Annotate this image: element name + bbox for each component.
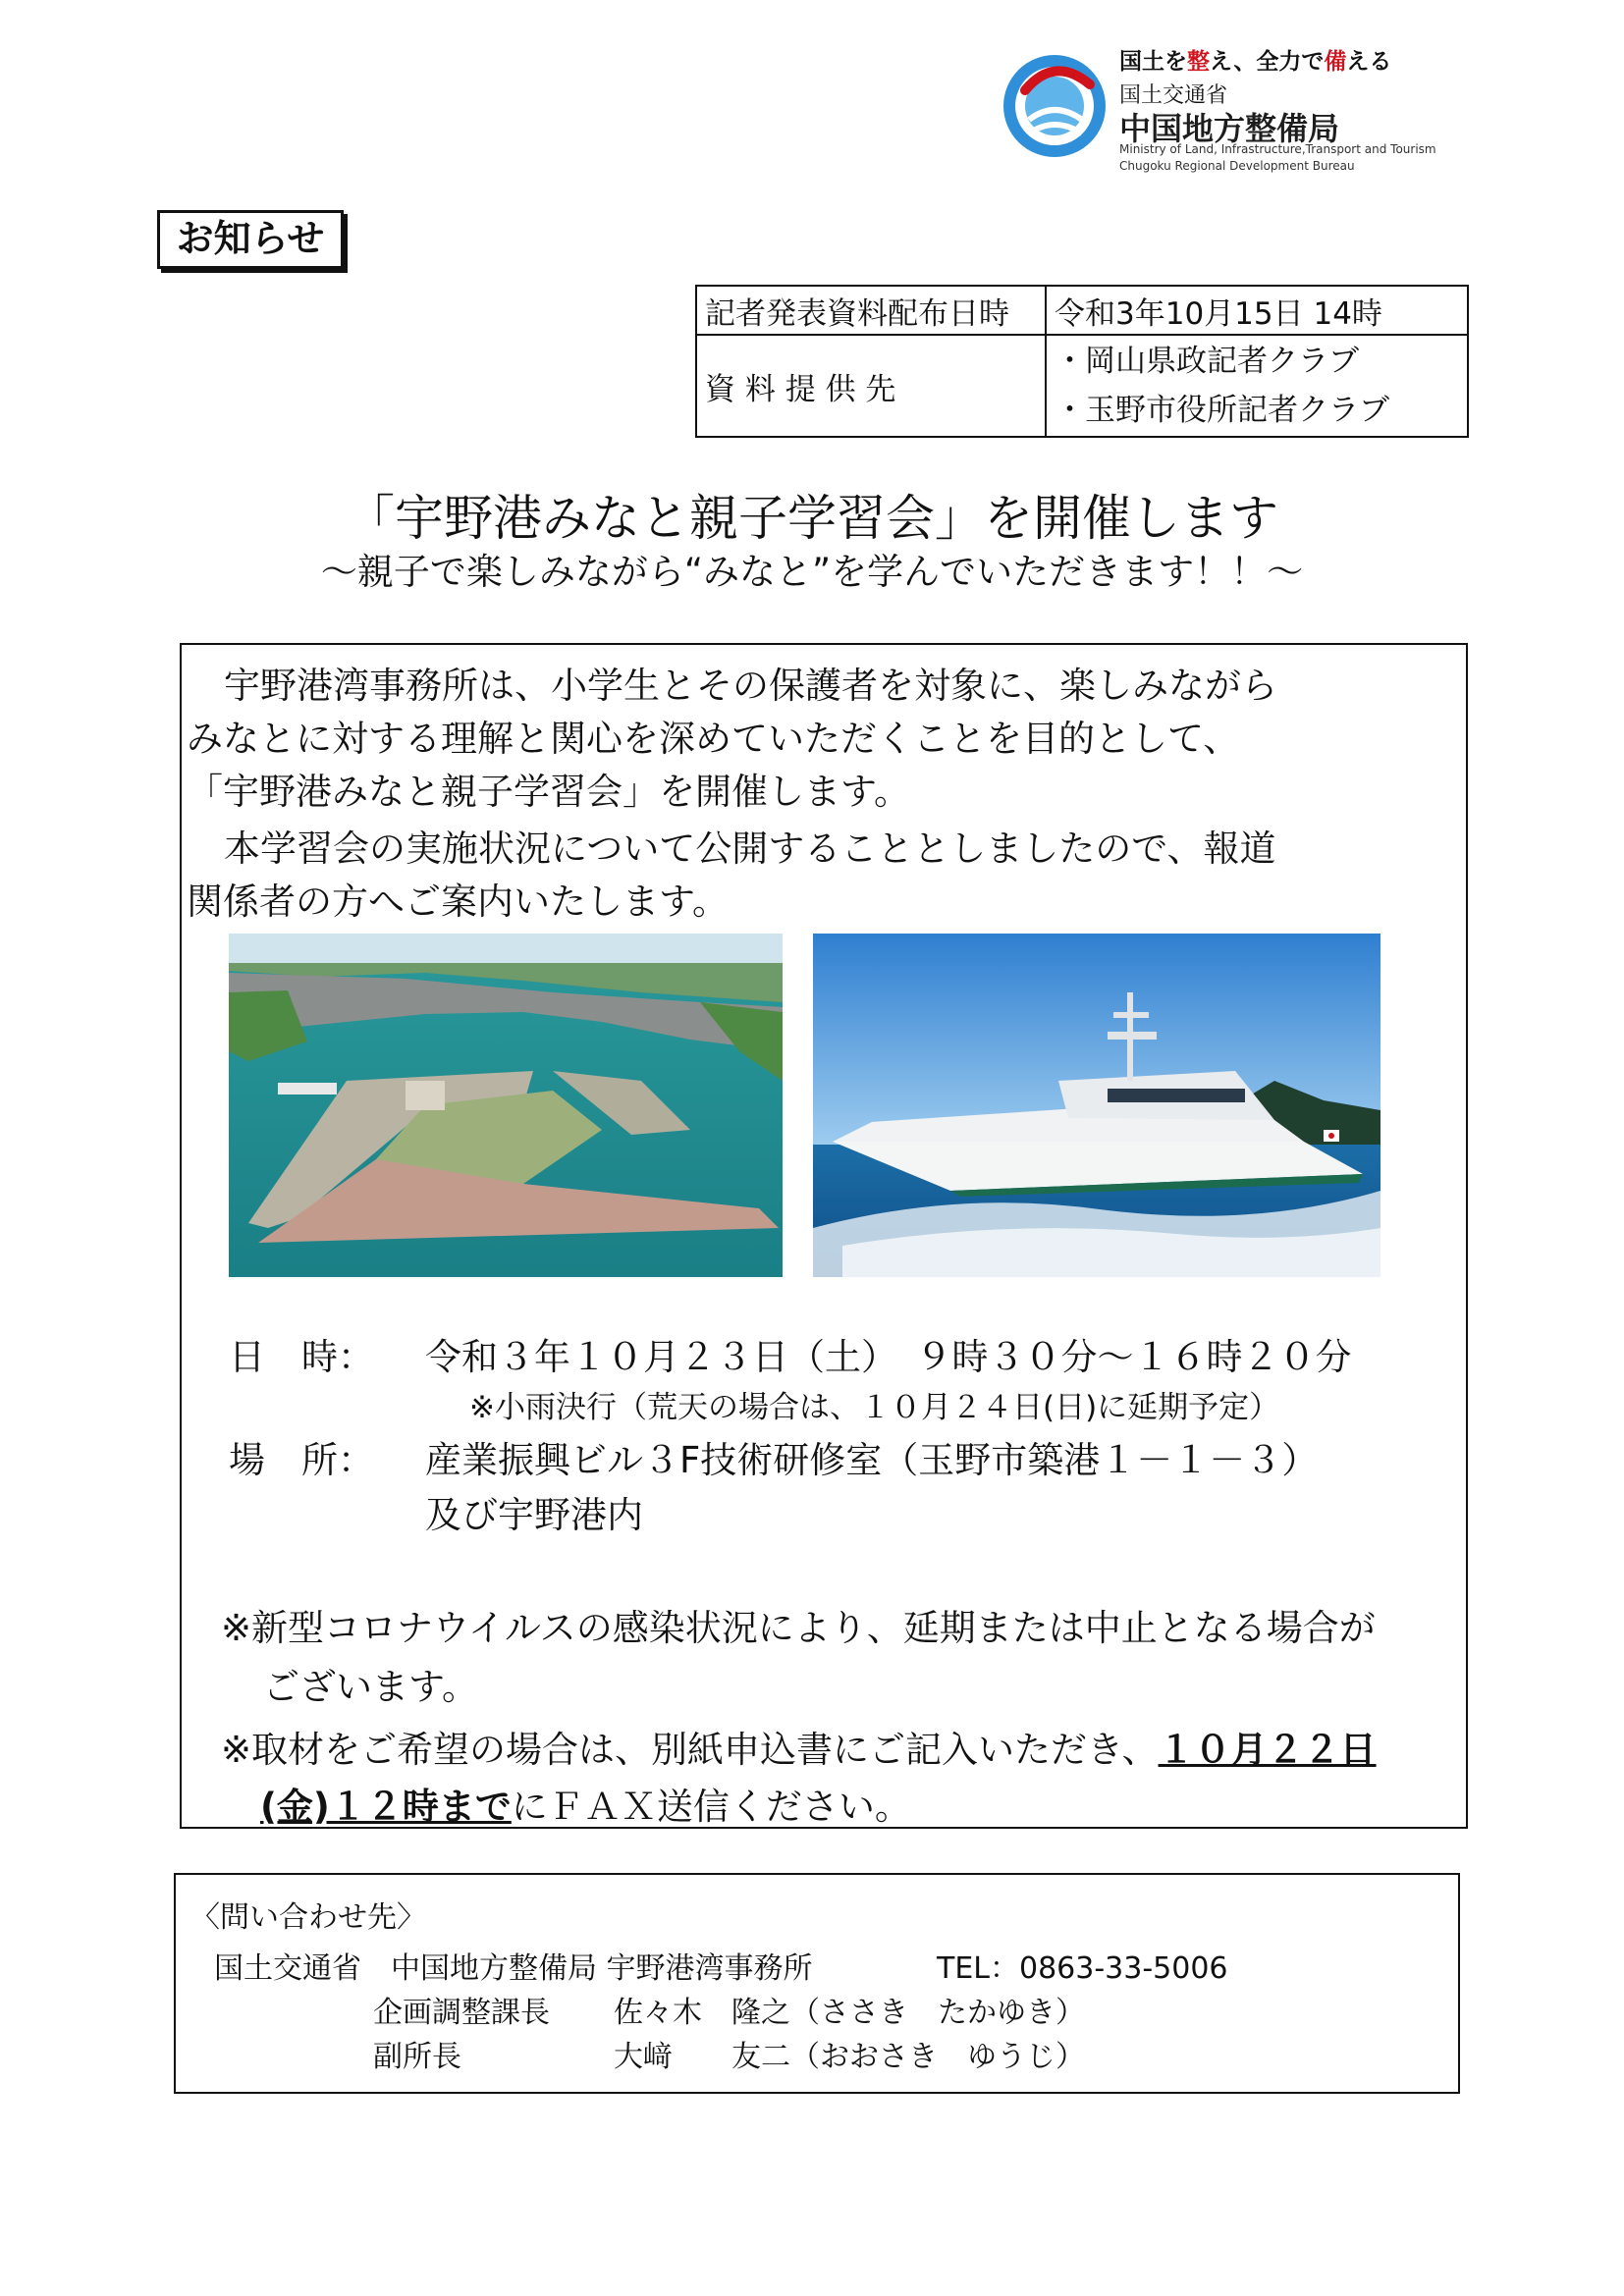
patrol-boat-photo (813, 934, 1380, 1277)
logo-bureau: 中国地方整備局 (1119, 110, 1340, 147)
contact-person2-role: 副所長 (373, 2040, 461, 2074)
event-date-value: 令和３年１０月２３日（土） ９時３０分～１６時２０分 (425, 1336, 1352, 1378)
covid-note-line2: ございます。 (263, 1666, 479, 1708)
press-note-line2: (金)１２時までにＦＡＸ送信ください。 (260, 1786, 911, 1828)
body-line-2: みなとに対する理解と関心を深めていただくことを目的として、 (187, 718, 1240, 760)
contact-tel: TEL：0863-33-5006 (937, 1951, 1228, 1986)
page-subtitle: ～親子で楽しみながら“みなと”を学んでいただきます！！～ (320, 551, 1304, 593)
notice-label: お知らせ (157, 210, 344, 269)
body-line-4: 本学習会の実施状況について公開することとしましたので、報道 (224, 828, 1276, 870)
press-note-line1: ※取材をご希望の場合は、別紙申込書にご記入いただき、１０月２２日 (221, 1729, 1377, 1771)
contact-heading: 〈問い合わせ先〉 (190, 1900, 426, 1935)
body-line-3: 「宇野港みなと親子学習会」を開催します。 (187, 771, 911, 813)
press-deadline-date: １０月２２日 (1158, 1729, 1377, 1771)
logo-ministry: 国土交通省 (1119, 83, 1228, 108)
press-dest-label: 資 料 提 供 先 (696, 335, 1046, 437)
event-date-label: 日 時： (229, 1336, 374, 1378)
contact-org: 国土交通省 中国地方整備局 宇野港湾事務所 (214, 1951, 813, 1986)
body-line-1: 宇野港湾事務所は、小学生とその保護者を対象に、楽しみながら (224, 665, 1277, 707)
contact-person1-name: 佐々木 隆之（ささき たかゆき） (614, 1996, 1085, 2030)
press-dest-2: ・玉野市役所記者クラブ (1055, 393, 1389, 428)
event-place-label: 場 所： (229, 1439, 374, 1481)
logo-english-line2: Chugoku Regional Development Bureau (1119, 159, 1355, 173)
press-deadline-time: (金)１２時まで (260, 1786, 512, 1828)
body-line-5: 関係者の方へご案内いたします。 (187, 881, 730, 923)
press-date-label: 記者発表資料配布日時 (696, 286, 1046, 335)
event-rain-note: ※小雨決行（荒天の場合は、１０月２４日(日)に延期予定） (469, 1390, 1280, 1425)
port-aerial-photo (229, 934, 783, 1277)
event-place-value-2: 及び宇野港内 (425, 1494, 643, 1536)
covid-note-line1: ※新型コロナウイルスの感染状況により、延期または中止となる場合が (221, 1607, 1376, 1649)
event-place-value-1: 産業振興ビル３F技術研修室（玉野市築港１－１－３） (425, 1439, 1319, 1481)
contact-person2-name: 大﨑 友二（おおさき ゆうじ） (614, 2040, 1085, 2074)
press-dest-value (1046, 335, 1468, 437)
press-date-value: 令和3年10月15日 14時 (1046, 286, 1468, 335)
logo-slogan: 国土を整え、全力で備える (1119, 49, 1392, 75)
press-dest-1: ・岡山県政記者クラブ (1055, 344, 1359, 379)
bureau-logo-icon (1000, 51, 1110, 161)
press-release-table (695, 285, 1469, 438)
page-title: 「宇野港みなと親子学習会」を開催します (346, 490, 1278, 547)
contact-person1-role: 企画調整課長 (373, 1996, 550, 2030)
logo-english-line1: Ministry of Land, Infrastructure,Transport and Tourism (1119, 142, 1436, 156)
